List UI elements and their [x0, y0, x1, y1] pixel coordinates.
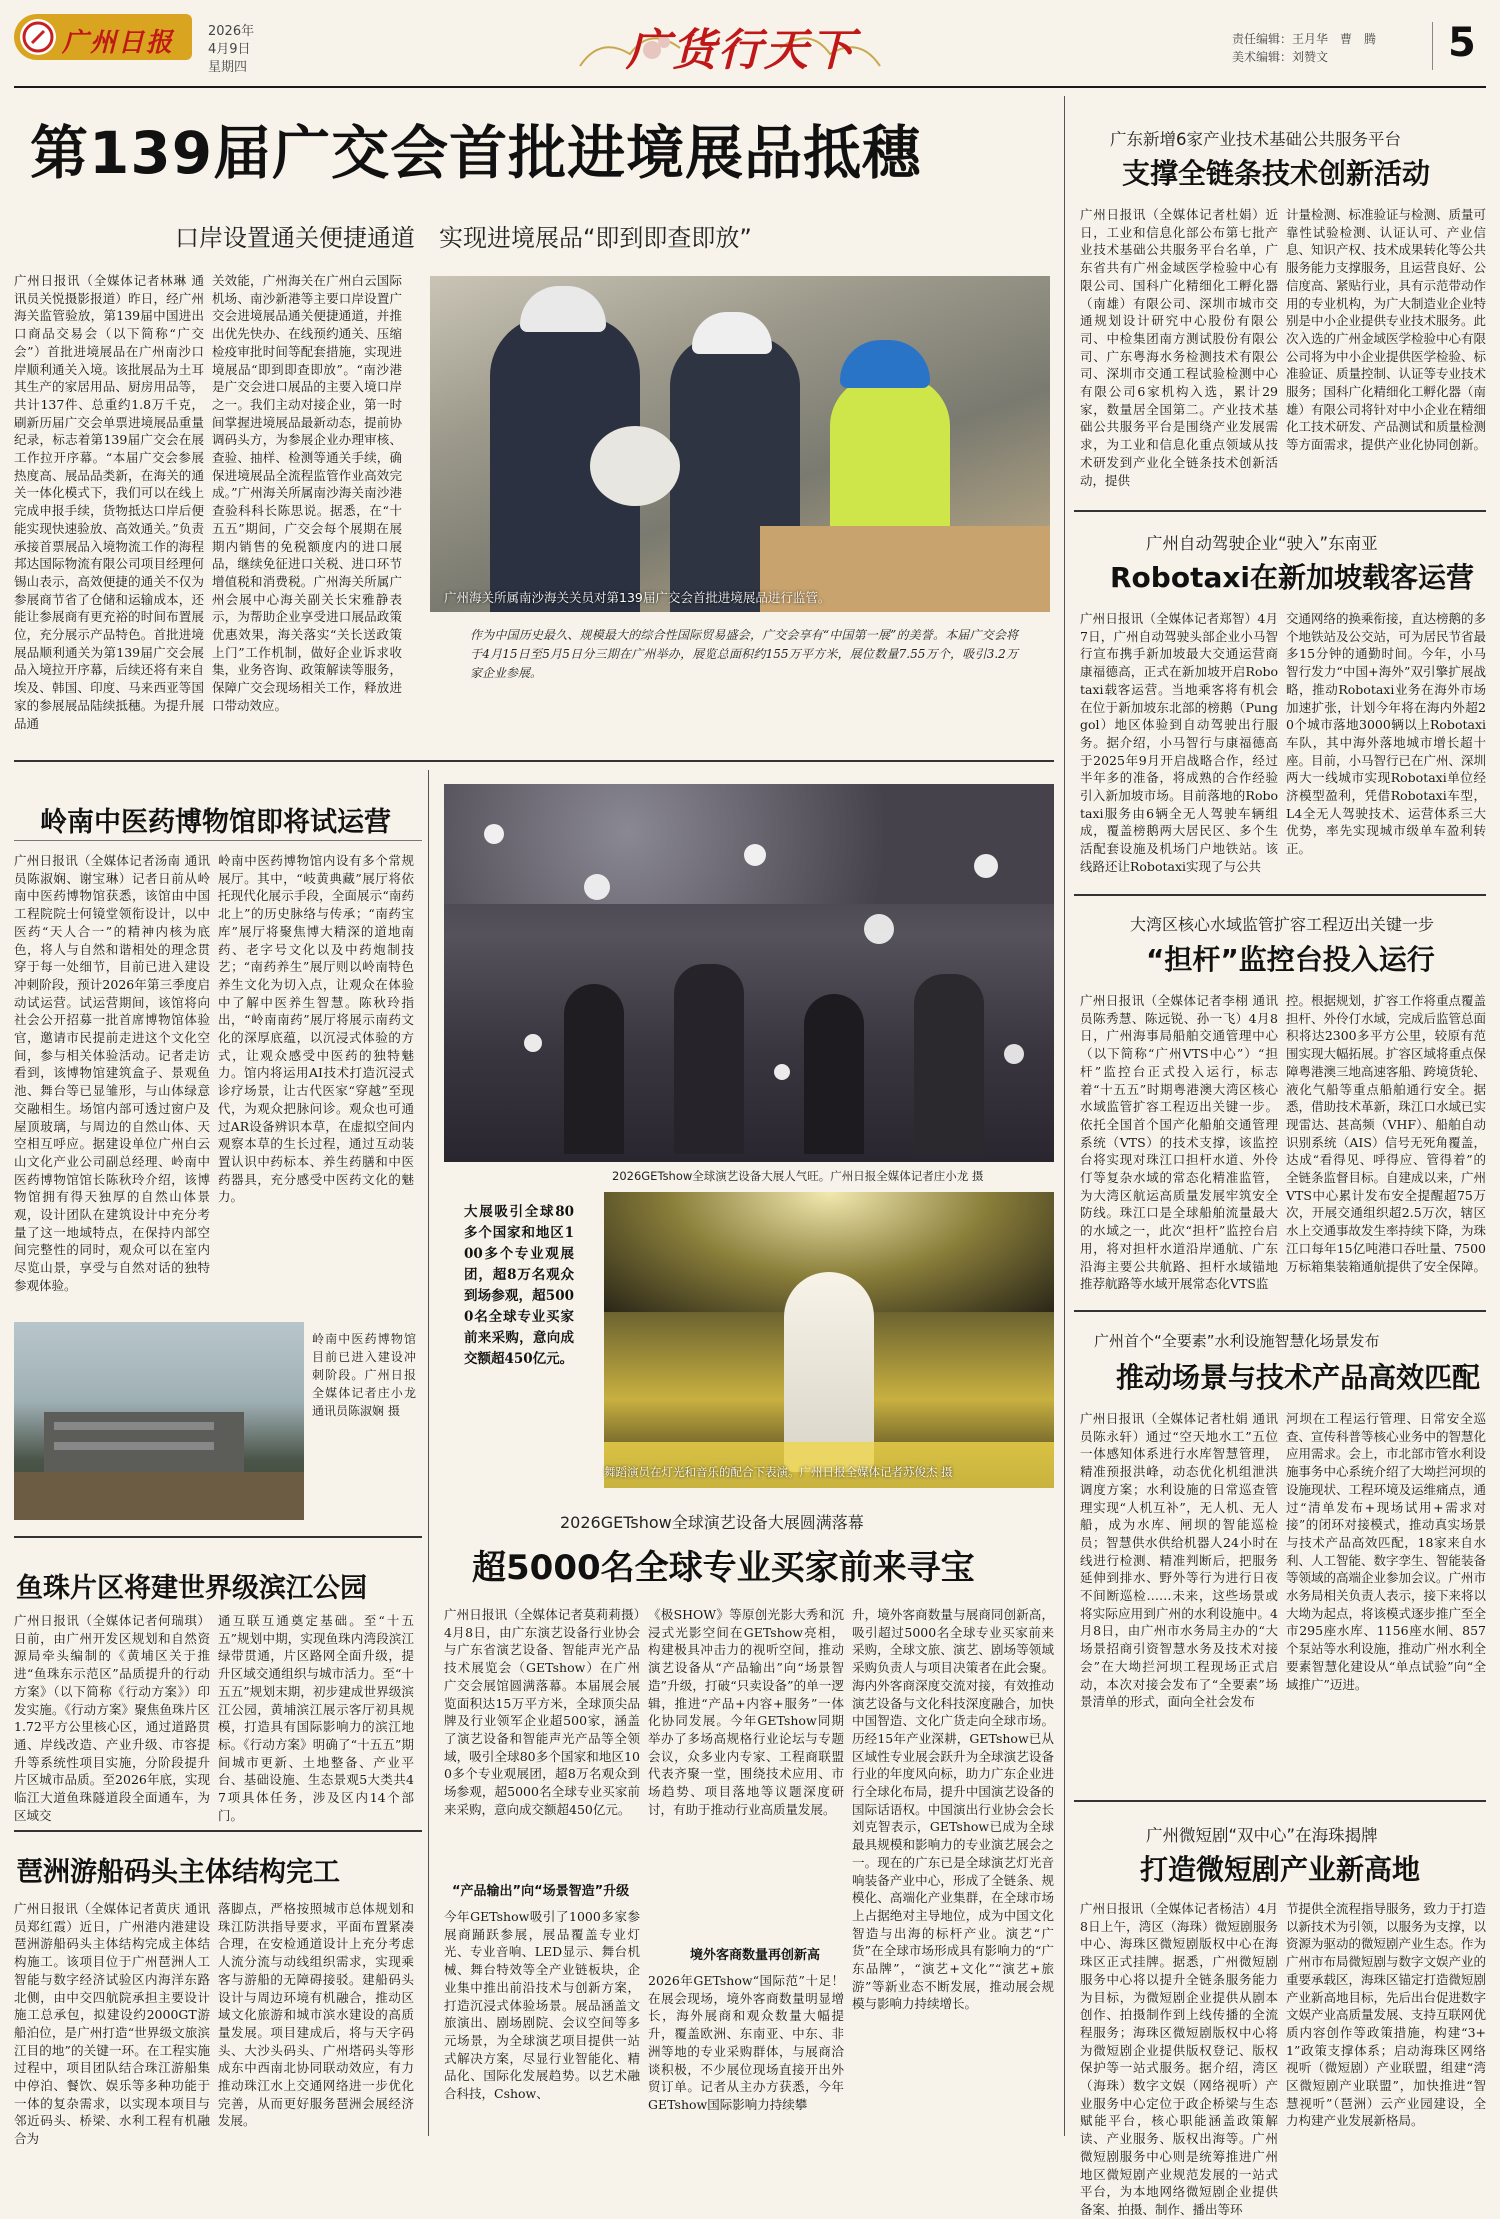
drama-kicker: 广州微短剧“双中心”在海珠揭牌	[1146, 1826, 1378, 1845]
pole-col-1: 广州日报讯（全媒体记者李栩 通讯员陈秀慧、陈远锐、孙一飞）4月8日，广州海事局船舶交通管理中心（以下简称“广州VTS中心”）“担杆”监控台正式投入运行，标志着“十五五”时期粤港澳大湾区核心水域监管扩容工程迈出关键一步。依托全国首个国产化船舶交通管理系统（VTS）的技术支撑，该监控台将实现对珠江口担杆水道、外伶仃等复杂水域的常态化精准监管，为大湾区航运高质量发展牢筑安全防线。珠江口是全球船舶流量最大的水域之一，此次“担杆”监控台启用，将对担杆水道沿岸通航、广东沿海主要公共航路、担杆水域锚地推荐航路等水域开展常态化VTS监	[1080, 993, 1278, 1292]
editor-line-1: 责任编辑：王月华 曹 腾	[1232, 32, 1377, 46]
lead-photo-caption: 广州海关所属南沙海关关员对第139届广交会首批进境展品进行监管。	[444, 590, 831, 605]
getshow-sidebar: 大展吸引全球80多个国家和地区100多个专业观展团，超8万名观众到场参观，超5000名全球专业买家前来采购，意向成交额超450亿元。	[464, 1204, 574, 1367]
lead-col-1: 广州日报讯（全媒体记者林琳 通讯员关悦摄影报道）昨日，经广州海关监管验放，第139届中国进出口商品交易会（以下简称“广交会”）首批进境展品在广州南沙口岸顺利通关入境。该批展品为土耳其生产的家居用品、厨房用品等，共计137件、总重约1.8万千克，刷新历届广交会单票进境展品重量纪录，标志着第139届广交会在展工作拉开序幕。“本届广交会参展热度高、展品品类新，在海关的通关一体化模式下，我们可以在线上完成申报手续，货物抵达口岸后便能实现快速验放、高效通关。”负责承接首票展品入境物流工作的海程邦达国际物流有限公司项目经理何锡山表示，高效便捷的通关不仅为参展商节省了仓储和运输成本，还能让参展商有更充裕的时间布置展位，充分展示产品特色。首批进境展品顺利通关为第139届广交会展品入境拉开序幕，后续还将有来自埃及、韩国、印度、马来西亚等国家的参展展品陆续抵穗。为提升展品通	[14, 273, 204, 731]
museum-headline: 岭南中医药博物馆即将试运营	[40, 807, 391, 838]
lead-photo-note: 作为中国历史最久、规模最大的综合性国际贸易盛会，广交会享有“中国第一展”的美誉。本届广交会将于4月15日至5月5日分三期在广州举办，展览总面积约155万平方米，展位数量7.55万个，吸引3.2万家企业参展。	[470, 628, 1018, 680]
museum-col-2: 岭南中医药博物馆内设有多个常规展厅。其中，“岐黄典藏”展厅将依托现代化展示手段，全面展示“南药北上”的历史脉络与传承；“南药宝库”展厅将聚焦博大精深的道地南药、老字号文化以及中药炮制技艺；“南药养生”展厅则以岭南特色养生文化为切入点，让观众在体验中了解中医养生智慧。陈秋玲指出，“岭南南药”展厅将展示南药文化的深厚底蕴，以沉浸式体验的方式，让观众感受中医药的独特魅力。馆内将运用AI技术打造沉浸式诊疗场景，让古代医家“穿越”至现代，为观众把脉问诊。观众也可通过AR设备辨识本草，在虚拟空间内观察本草的生长过程，通过互动装置认识中药标本、养生药膳和中医药器具，充分感受中医药文化的魅力。	[218, 853, 414, 1205]
robotaxi-headline: Robotaxi在新加坡载客运营	[1110, 561, 1475, 594]
platform-col-1: 广州日报讯（全媒体记者杜娟）近日，工业和信息化部公布第七批产业技术基础公共服务平台名单，广东省共有广州金域医学检验中心有限公司、国科广化精细化工孵化器（南雄）有限公司、深圳市城市交通规划设计研究中心股份有限公司、中检集团南方测试股份有限公司、广东粤海水务检测技术有限公司、深圳市交通工程试验检测中心有限公司6家机构入选，累计29家，数量居全国第二。产业技术基础公共服务平台是围绕产业发展需求，为工业和信息化重点领域从技术研发到产业化全链条技术创新活动，提供	[1080, 207, 1278, 488]
date-line-1: 2026年	[208, 24, 255, 39]
lead-photo	[430, 276, 1050, 612]
getshow-photo-1	[444, 784, 1054, 1162]
water-col-2: 河坝在工程运行管理、日常安全巡查、宣传科普等核心业务中的智慧化应用需求。会上，市北部市管水利设施事务中心系统介绍了大坳拦河坝的设施现状、工程环境及运维痛点，通过“清单发布+现场试用+需求对接”的闭环对接模式，推动真实场景与技术产品高效匹配，18家来自水利、人工智能、数字孪生、智能装备等领域的高端企业参加会议。广州市水务局相关负责人表示，接下来将以大坳为起点，将该模式逐步推广至全市295座水库、1156座水闸、857个泵站等水利设施，推动广州水利全要素智慧化建设从“单点试验”向“全域推广”迈进。	[1286, 1411, 1487, 1692]
getshow-sub-1: “产品输出”向“场景智造”升级	[452, 1884, 630, 1899]
masthead	[0, 0, 1500, 88]
masthead-rule	[14, 86, 1486, 88]
pier-headline: 琶洲游船码头主体结构完工	[16, 1857, 340, 1888]
lead-col-2: 关效能，广州海关在广州白云国际机场、南沙新港等主要口岸设置广交会进境展品通关便捷通道，并推出优先快办、在线预约通关、压缩检疫审批时间等配套措施，实现进境展品“即到即查即放”。“南沙港是广交会进口展品的主要入境口岸之一。我们主动对接企业，第一时间掌握进境展品最新动态，提前协调码头方，为参展企业办理审核、查验、抽样、检测等通关手续，确保进境展品全流程监管作业高效完成。”广州海关所属南沙海关南沙港查验科科长陈思说。据悉，在“十五五”期间，广交会每个展期在展期内销售的免税额度内的进口展品，继续免征进口关税、进口环节增值税和消费税。广州海关所属广州会展中心海关副关长宋雅静表示，为帮助企业享受进口展品政策优惠效果，海关落实“关长送政策上门”工作机制，做好企业诉求收集，业务咨询、政策解读等服务，保障广交会现场相关工作，释放进口带动效应。	[212, 273, 402, 713]
logo-text: 广州日报	[62, 28, 175, 58]
section-title: 广货行天下	[626, 25, 856, 76]
date-line-2: 4月9日	[208, 42, 251, 57]
date-line-3: 星期四	[208, 60, 248, 75]
pier-col-2: 落脚点，严格按照城市总体规划和珠江防洪指导要求，平面布置紧凑合理，在安检通道设计上充分考虑人流分流与动线组织需求，实现乘客与游船的无障碍接驳。建船码头设计与周边环境有机融合，推动区域文化旅游和城市滨水建设的高质量发展。项目建成后，将与天字码头、大沙头码头、广州塔码头等形成东中西南北协同联动效应，有力推动珠江水上交通网络进一步优化完善，从而更好服务琶洲会展经济发展。	[218, 1901, 414, 2129]
robotaxi-col-1: 广州日报讯（全媒体记者郑智）4月7日，广州自动驾驶头部企业小马智行宣布携手新加坡最大交通运营商康福德高，正式在新加坡开启Robotaxi载客运营。当地乘客将有机会在位于新加坡东北部的榜鹅（Punggol）地区体验到自动驾驶出行服务。据介绍，小马智行与康福德高于2025年9月开启战略合作，经过半年多的准备，将成熟的合作经验引入新加坡市场。目前落地的Robotaxi服务由6辆全无人驾驶车辆组成，覆盖榜鹅两大居民区、多个生活配套设施及机场门户地铁站。该线路还让Robotaxi实现了与公共	[1080, 611, 1278, 874]
water-col-1: 广州日报讯（全媒体记者杜娟 通讯员陈永轩）通过“空天地水工”五位一体感知体系进行水库智慧管理，精准预报洪峰，动态优化机组泄洪调度方案；水利设施的日常巡查管理实现“人机互补”，无人机、无人船，成为水库、闸坝的智能巡检员；智慧供水供给机器人24小时在线进行检测、精准判断后，把服务延伸到排水、野外等行为进行日夜不间断巡检……未来，这些场景或将实际应用到广州的水利设施中。4月8日，由广州市水务局主办的“大场景招商引资智慧水务及技术对接会”在大坳拦河坝工程现场正式启动，本次对接会发布了“全要素”场景清单的形式，面向全社会发布	[1080, 1411, 1278, 1710]
pole-col-2: 控。根据规划，扩容工作将重点覆盖担杆、外伶仃水域，完成后监管总面积将达2300多平方公里，较原有范围实现大幅拓展。扩容区域将重点保障粤港澳三地高速客船、跨境货轮、液化气船等重点船舶通行安全。据悉，借助技术革新，珠江口水域已实现雷达、甚高频（VHF）、船舶自动识别系统（AIS）信号无死角覆盖，达成“看得见、呼得应、管得着”的全链条监督目标。自建成以来，广州VTS中心累计发布安全提醒超75万次，开展交通组织超2.5万次，辖区水上交通事故发生率持续下降，为珠江口每年15亿吨港口吞吐量、7500万标箱集装箱通航提供了安全保障。	[1286, 993, 1487, 1274]
pole-headline: “担杆”监控台投入运行	[1146, 943, 1435, 976]
lead-headline: 第139届广交会首批进境展品抵穗	[30, 119, 922, 187]
getshow-col-1b: 今年GETshow吸引了1000多家参展商踊跃参展，展品覆盖专业灯光、专业音响、LED显示、舞台机械、舞台特效等全产业链板块，企业集中推出前沿技术与创新方案，打造沉浸式体验场景。展品涵盖文旅演出、剧场剧院、会议空间等多元场景，为全球演艺项目提供一站式解决方案，尽显行业智能化、精品化、国际化发展趋势。以艺术融合科技，Cshow、	[444, 1909, 640, 2102]
robotaxi-col-2: 交通网络的换乘衔接，直达榜鹅的多个地铁站及公交站，可为居民节省最多15分钟的通勤时间。今年，小马智行发力“中国+海外”双引擎扩展战略，推动Robotaxi业务在海外市场加速扩张，计划今年将在海内外超20个城市落地3000辆以上Robotaxi车队，其中海外落地城市增长超十座。目前，小马智行已在广州、深圳两大一线城市实现Robotaxi单位经济模型盈利，凭借Robotaxi车型，L4全无人驾驶技术、运营体系三大优势，率先实现城市级单车盈利转正。	[1286, 611, 1487, 857]
getshow-photo-1-caption: 2026GETshow全球演艺设备大展人气旺。广州日报全媒体记者庄小龙 摄	[612, 1169, 984, 1183]
drama-col-2: 节提供全流程指导服务，致力于打造以新技术为引领，以服务为支撑，以资源为驱动的微短剧产业生态。作为广州市布局微短剧与数字文娱产业的重要承载区，海珠区锚定打造微短剧产业新高地目标，先后出台促进数字文娱产业高质量发展、支持互联网优质内容创作等政策措施，构建“3+1”政策支撑体系；启动海珠区网络视听（微短剧）产业联盟，组建“湾区微短剧产业联盟”，加快推进“智慧视听”（琶洲）云产业园建设，全力构建产业发展新格局。	[1286, 1901, 1487, 2129]
page-number: 5	[1448, 20, 1476, 66]
platform-col-2: 计量检测、标准验证与检测、质量可靠性试验检测、认证认可、产业信息、知识产权、技术成果转化等公共服务能力支撑服务，且运营良好、公信度高、紧贴行业，具有示范带动作用的专业机构，为广大制造业企业特别是中小企业提供专业技术服务。此次入选的广州金域医学检验中心有限公司将为中小企业提供医学检验、标准验证、质量控制、认证等专业技术服务；国科广化精细化工孵化器（南雄）有限公司将针对中小企业在精细化工技术研发、产品测试和质量检测等方面需求，提供产业化协同创新。	[1286, 207, 1487, 453]
getshow-col-2: 《极SHOW》等原创光影大秀和沉浸式光影空间在GETshow亮相，构建极具冲击力的视听空间，推动演艺设备从“产品输出”向“场景智造”升级，打破“只卖设备”的单一逻辑，推进“产品+内容+服务”一体化协同发展。今年GETshow同期举办了多场高规格行业论坛与专题会议，众多业内专家、工程商联盟代表齐聚一堂，围绕技术应用、市场趋势、项目落地等议题深度研讨，有助于推动行业高质量发展。	[648, 1607, 844, 1817]
water-kicker: 广州首个“全要素”水利设施智慧化场景发布	[1094, 1332, 1380, 1350]
platform-headline: 支撑全链条技术创新活动	[1122, 157, 1431, 190]
getshow-sub-2: 境外客商数量再创新高	[690, 1948, 821, 1963]
binjiang-col-2: 通互联互通奠定基础。至“十五五”规划中期，实现鱼珠内湾段滨江绿带贯通，片区路网全面升级，提升区域交通组织与城市活力。至“十五五”规划末期，初步建成世界级滨江公园，黄埔滨江展示客厅初具规模，打造具有国际影响力的滨江地标。《行动方案》明确了“十五五”期间城市更新、土地整备、产业平台、基础设施、生态景观5大类共47项具体任务，涉及区内14个部门。	[218, 1613, 414, 1823]
platform-kicker: 广东新增6家产业技术基础公共服务平台	[1110, 130, 1401, 149]
robotaxi-kicker: 广州自动驾驶企业“驶入”东南亚	[1146, 534, 1378, 553]
getshow-col-1: 广州日报讯（全媒体记者莫莉莉摄）4月8日，由广东演艺设备行业协会与广东省演艺设备、智能声光产品技术展览会（GETshow）在广州广交会展馆圆满落幕。本届展会展览面积达15万平方米，全球顶尖品牌及行业领军企业超500家，涵盖了演艺设备和智能声光产品等全领域，吸引全球80多个国家和地区100多个专业观展团，超8万名观众到场参观，超5000名全球专业买家前来采购，意向成交额超450亿元。	[444, 1607, 640, 1817]
section-banner	[560, 6, 900, 82]
logo-emblem-icon	[20, 19, 56, 55]
lead-subhead: 口岸设置通关便捷通道 实现进境展品“即到即查即放”	[175, 224, 752, 252]
drama-col-1: 广州日报讯（全媒体记者杨洁）4月8日上午，湾区（海珠）微短剧服务中心、海珠区微短剧版权中心在海珠区正式挂牌。据悉，广州微短剧服务中心将以提升全链条服务能力为目标，为微短剧企业提供从剧本创作、拍摄制作到上线传播的全流程服务；海珠区微短剧版权中心将为微短剧企业提供版权登记、版权保护等一站式服务。据介绍，湾区（海珠）数字文娱（网络视听）产业服务中心定位于政企桥梁与生态赋能平台，核心职能涵盖政策解读、产业服务、版权出海等。广州微短剧服务中心则是统筹推进广州地区微短剧产业规范发展的一站式平台，为本地网络微短剧企业提供备案、拍摄、制作、播出等环	[1080, 1901, 1278, 2217]
editor-line-2: 美术编辑：刘赞文	[1232, 50, 1329, 64]
newspaper-logo	[14, 14, 192, 60]
drama-headline: 打造微短剧产业新高地	[1140, 1853, 1421, 1886]
getshow-photo-2-caption: 舞蹈演员在灯光和音乐的配合下表演。广州日报全媒体记者苏俊杰 摄	[604, 1465, 953, 1479]
pier-col-1: 广州日报讯（全媒体记者黄庆 通讯员郑红霞）近日，广州港内港建设琶洲游船码头主体结构完成主体结构施工。该项目位于广州琶洲人工智能与数字经济试验区内海洋东路北侧，由中交四航院承担主要设计施工总承包，拟建设约2000GT游船泊位，是广州打造“世界级文旅滨江目的地”的关键一环。在工程实施过程中，项目团队结合珠江游船集中停泊、餐饮、娱乐等多种功能于一体的复杂需求，以实现本项目与邻近码头、桥梁、水利工程有机融合为	[14, 1901, 210, 2147]
getshow-photo-2	[604, 1192, 1054, 1488]
museum-col-1: 广州日报讯（全媒体记者汤南 通讯员陈淑娴、谢宝琳）记者日前从岭南中医药博物馆获悉，该馆由中国工程院院士何镜堂领衔设计，以中医药“天人合一”的精神内核为底色，将人与自然和谐相处的理念贯穿于每一处细节，目前已进入建设冲刺阶段，预计2026年第三季度启动试运营。试运营期间，该馆将向社会公开招募一批首席博物馆体验官，邀请市民提前走进这个文化空间，参与相关体验活动。记者走访看到，该博物馆建筑盒子、景观鱼池、舞台等已显雏形，与山体绿意交融相生。场馆内部可透过窗户及屋顶玻璃，与周边的自然山体、天空相互呼应。据建设单位广州白云山文化产业公司副总经理、岭南中医药博物馆馆长陈秋玲介绍，该博物馆拥有得天独厚的自然山体景观，设计团队在建筑设计中充分考量了这一地域特点，在保持内部空间完整性的同时，观众可以在室内尽览山景，享受与自然对话的独特参观体验。	[14, 853, 210, 1293]
getshow-kicker: 2026GETshow全球演艺设备大展圆满落幕	[560, 1513, 864, 1532]
water-headline: 推动场景与技术产品高效匹配	[1116, 1361, 1481, 1394]
getshow-col-2b: 2026年GETshow“国际范”十足！在展会现场，境外客商数量明显增长，海外展商和观众数量大幅提升，覆盖欧洲、东南亚、中东、非洲等地的专业采购群体，与展商洽谈积极，不少展位现场直接开出外贸订单。记者从主办方获悉，今年GETshow国际影响力持续攀	[648, 1973, 844, 2112]
binjiang-col-1: 广州日报讯（全媒体记者何瑞琪）日前，由广州开发区规划和自然资源局牵头编制的《黄埔区关于推进“鱼珠东示范区”品质提升的行动方案》（以下简称《行动方案》）印发实施。《行动方案》聚焦鱼珠片区1.72平方公里核心区，通过道路贯通、岸线改造、产业升级、市容提升等系统性项目实施，分阶段提升片区城市品质。至2026年底，实现临江大道鱼珠隧道段全面通车，为区域交	[14, 1613, 210, 1823]
getshow-headline: 超5000名全球专业买家前来寻宝	[472, 1548, 975, 1588]
museum-photo-caption: 岭南中医药博物馆目前已进入建设冲刺阶段。广州日报全媒体记者庄小龙 通讯员陈淑娴 摄	[312, 1332, 416, 1418]
binjiang-headline: 鱼珠片区将建世界级滨江公园	[16, 1573, 367, 1604]
getshow-col-3: 升，境外客商数量与展商同创新高，吸引超过5000名全球专业买家前来采购，全球文旅、演艺、剧场等领域采购负责人与项目决策者在此会聚。海内外客商深度交流对接，有效推动演艺设备与文化科技深度融合，加快中国智造、文化广货走向全球市场。历经15年产业深耕，GETshow已从区域性专业展会跃升为全球演艺设备行业的年度风向标，助力广东企业进行全球化布局，提升中国演艺设备的国际话语权。中国演出行业协会会长刘克智表示，GETshow已成为全球最具规模和影响力的专业演艺展会之一。现在的广东已是全球演艺灯光音响装备产业中心，形成了全链条、规模化、高端化产业集群，在全球市场上占据绝对主导地位，成为中国文化智造与出海的标杆产业。演艺“广货”在全球市场形成具有影响力的“广东品牌”，“演艺+文化”“演艺+旅游”等新业态不断发展，推动展会规模与影响力持续增长。	[852, 1607, 1054, 2012]
museum-photo	[14, 1322, 304, 1520]
pole-kicker: 大湾区核心水域监管扩容工程迈出关键一步	[1130, 915, 1435, 934]
